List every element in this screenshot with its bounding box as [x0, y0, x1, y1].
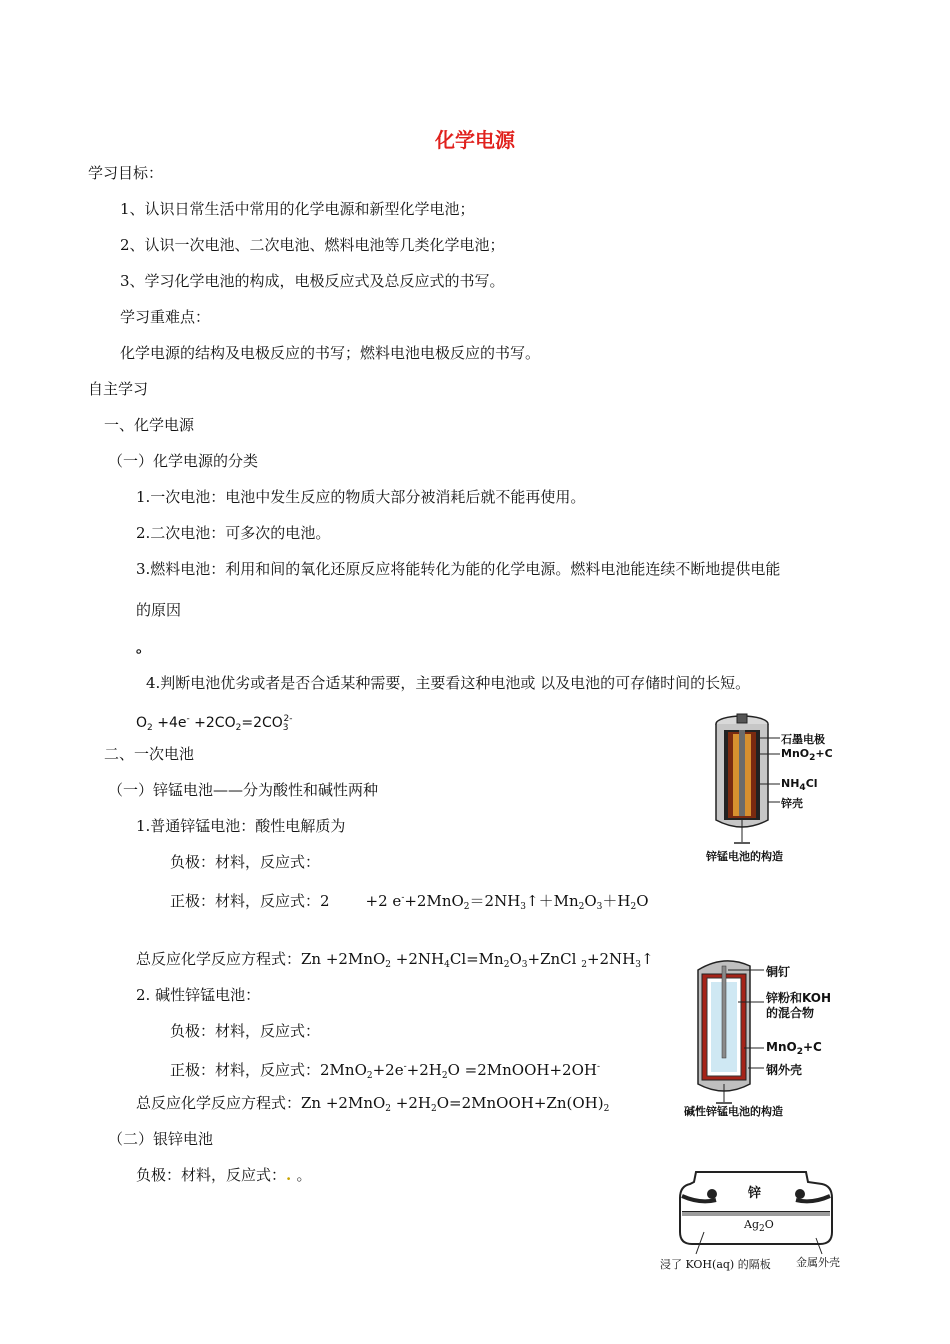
subsection-zinc-manganese: （一）锌锰电池——分为酸性和碱性两种	[108, 781, 379, 799]
goals-heading: 学习目标：	[88, 164, 164, 182]
subsection-classification: （一）化学电源的分类	[108, 452, 259, 470]
page-title: 化学电源	[435, 128, 515, 152]
acid-negative: 负极：材料，反应式：	[170, 853, 321, 871]
silver-zinc-battery-figure	[656, 1168, 856, 1278]
alkaline-battery-title: 2. 碱性锌锰电池：	[136, 986, 261, 1004]
item-judge-battery: 4.判断电池优劣或者是否合适某种需要，主要看这种电池或 以及电池的可存储时间的长短。	[146, 674, 751, 692]
item-primary-battery: 1.一次电池：电池中发生反应的物质大部分被消耗后就不能再使用。	[136, 488, 586, 506]
subsection-silver-zinc: （二）银锌电池	[108, 1130, 214, 1148]
goal-3: 3、学习化学电池的构成，电极反应式及总反应式的书写。	[120, 272, 505, 290]
section-1-heading: 一、化学电源	[104, 416, 195, 434]
label-graphite-electrode: 石墨电极	[781, 733, 825, 746]
acid-total-equation: 总反应化学反应方程式：$Zn +2MnO_2 +2NH_4Cl=Mn_2O_3+ZnCl$ $_2+2NH_3↑$	[136, 950, 654, 970]
caption-alkaline: 碱性锌锰电池的构造	[684, 1105, 783, 1118]
key-points-text: 化学电源的结构及电极反应的书写；燃料电池电极反应的书写。	[120, 344, 541, 362]
fuel-equation: $O_2 +4e^- +2CO_2=2CO_3^{2-}$	[136, 714, 293, 733]
label-metal-shell: 金属外壳	[796, 1256, 840, 1269]
alkaline-battery-figure	[684, 952, 844, 1122]
alkaline-battery-illustration	[684, 952, 844, 1122]
label-ag2o: $Ag_2O$	[744, 1218, 774, 1234]
label-mno2-c-alk: MnO$_2$+C	[766, 1040, 822, 1057]
label-mno2-c: MnO$_2$+C	[781, 747, 833, 763]
zinc-manganese-battery-figure	[706, 712, 856, 862]
key-points-heading: 学习重难点：	[120, 308, 211, 326]
acid-positive: 正极：材料，反应式：2 +2 $e^-+2MnO_2=2NH_3↑+Mn_2O_3+H_2O$	[170, 892, 649, 912]
label-mixture-cont: 的混合物	[766, 1006, 815, 1020]
silver-negative: 负极：材料，反应式：. 。	[136, 1166, 312, 1184]
label-zinc-koh-mixture: 锌粉和KOH	[766, 991, 832, 1005]
self-study-heading: 自主学习	[88, 380, 149, 398]
acid-battery-title: 1.普通锌锰电池：酸性电解质为	[136, 817, 346, 835]
item-fuel-cell: 3.燃料电池：利用和间的氧化还原反应将能转化为能的化学电源。燃料电池能连续不断地提供电能	[136, 560, 781, 578]
goal-2: 2、认识一次电池、二次电池、燃料电池等几类化学电池；	[120, 236, 505, 254]
label-zinc-shell: 锌壳	[781, 797, 803, 810]
item-fuel-cell-end: 。	[136, 638, 152, 656]
label-zinc: 锌	[748, 1186, 762, 1201]
label-nh4cl: $NH_4Cl$	[781, 777, 818, 793]
alkaline-positive: 正极：材料，反应式：$2MnO_2+2e^-+2H_2O$ =2MnOOH+2OH-	[170, 1061, 601, 1081]
item-secondary-battery: 2.二次电池：可多次的电池。	[136, 524, 331, 542]
label-steel-shell: 钢外壳	[766, 1063, 803, 1077]
caption-zinc-manganese: 锌锰电池的构造	[706, 850, 783, 863]
section-2-heading: 二、一次电池	[104, 745, 195, 763]
label-koh-separator: 浸了 KOH(aq) 的隔板	[660, 1258, 771, 1271]
goal-1: 1、认识日常生活中常用的化学电源和新型化学电池；	[120, 200, 475, 218]
label-copper-nail: 铜钉	[766, 965, 791, 979]
alkaline-total-equation: 总反应化学反应方程式：$Zn +2MnO_2 +2H_2O=2MnOOH+Zn(OH)_2$	[136, 1094, 610, 1114]
alkaline-negative: 负极：材料，反应式：	[170, 1022, 321, 1040]
item-fuel-cell-cont: 的原因	[136, 601, 182, 619]
